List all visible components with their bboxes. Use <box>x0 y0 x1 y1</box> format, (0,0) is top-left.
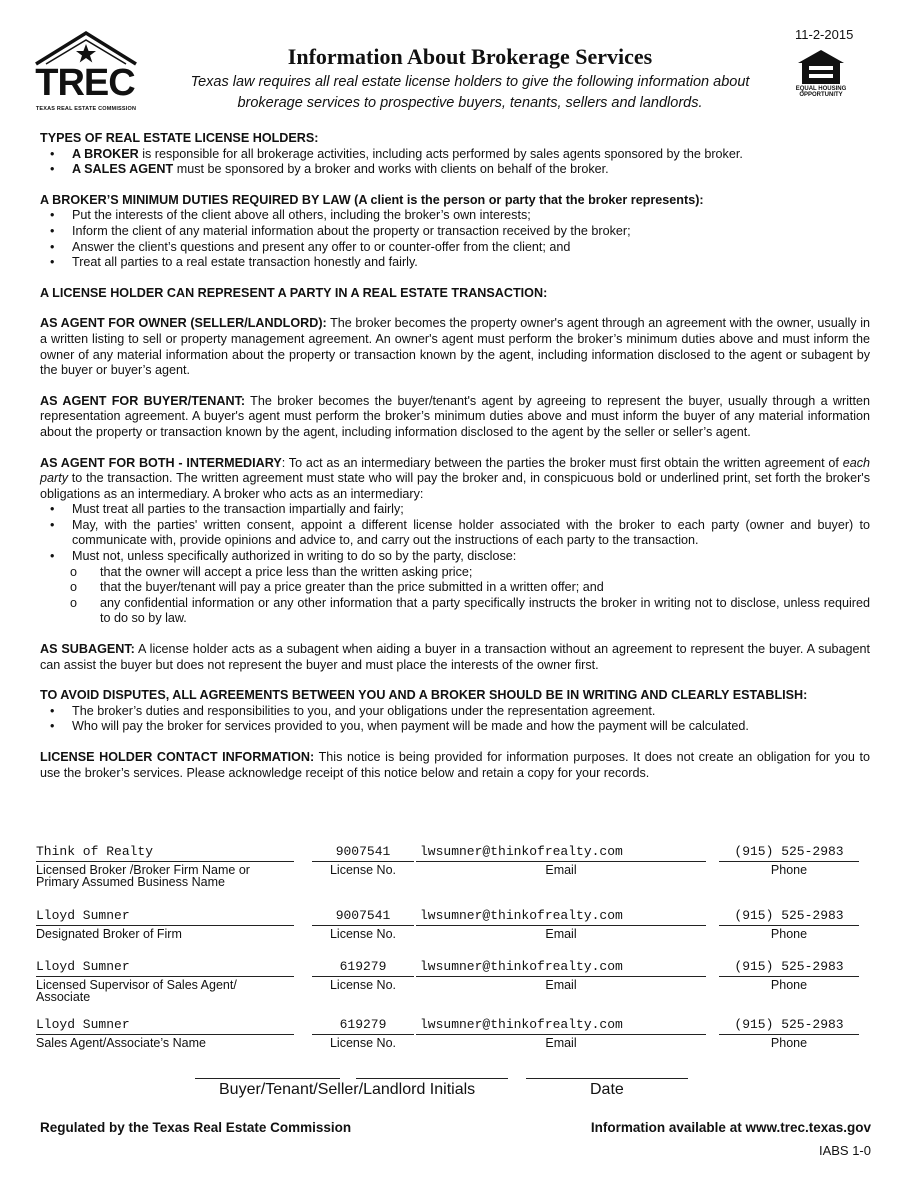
date-label: Date <box>590 1081 624 1098</box>
phone-field[interactable]: (915) 525-2983 <box>734 1017 844 1032</box>
disputes-heading: TO AVOID DISPUTES, ALL AGREEMENTS BETWEEN YOU AND A BROKER SHOULD BE IN WRITING AND CLEARLY ESTABLISH: <box>40 688 808 703</box>
email-field[interactable]: lwsumner@thinkofrealty.com <box>420 908 623 923</box>
license-label: License No. <box>329 863 396 877</box>
list-item: • Treat all parties to a real estate transaction honestly and fairly. <box>72 255 870 271</box>
email-field[interactable]: lwsumner@thinkofrealty.com <box>420 844 623 859</box>
form-date: 11-2-2015 <box>795 27 854 42</box>
list-item: • The broker’s duties and responsibilities to you, and your obligations under the representation agreement. <box>72 704 870 720</box>
license-number-field[interactable]: 9007541 <box>335 844 391 859</box>
types-list <box>40 147 870 178</box>
email-label: Email <box>545 927 577 941</box>
subagent-paragraph: AS SUBAGENT: A license holder acts as a subagent when aiding a buyer in a transaction without an agreement to represent the buyer. A subagent can assist the buyer but does not represent the buyer and must place the interests of the owner first. <box>40 642 870 672</box>
list-item: • Must not, unless specifically authorized in writing to do so by the party, disclose: <box>72 549 870 565</box>
footer-regulated: Regulated by the Texas Real Estate Commission <box>40 1120 352 1135</box>
list-item: o that the buyer/tenant will pay a price greater than the price submitted in a written offer; and <box>100 580 870 596</box>
list-item: • May, with the parties' written consent, appoint a different license holder associated with the broker to each party (owner and buyer) to communicate with, provide opinions and advice to, and carry out the instructions of each party to the transaction. <box>72 518 870 549</box>
phone-field[interactable]: (915) 525-2983 <box>734 959 844 974</box>
email-label: Email <box>545 863 577 877</box>
page-title: Information About Brokerage Services <box>287 44 653 69</box>
trec-logo <box>32 28 140 116</box>
contact-row-sales-agent <box>36 1017 866 1077</box>
initials-label: Buyer/Tenant/Seller/Landlord Initials <box>219 1081 476 1098</box>
equal-housing-icon <box>792 48 850 86</box>
buyer-initials-line[interactable] <box>195 1078 340 1079</box>
supervisor-label: Licensed Supervisor of Sales Agent/ Associate <box>36 978 237 1004</box>
sales-agent-name-label: Sales Agent/Associate’s Name <box>36 1036 207 1050</box>
list-item: • A BROKER is responsible for all brokerage activities, including acts performed by sales agents sponsored by the broker. <box>72 147 870 163</box>
supervisor-field[interactable]: Lloyd Sumner <box>36 959 130 974</box>
owner-paragraph: AS AGENT FOR OWNER (SELLER/LANDLORD): The broker becomes the property owner's agent through an agreement with the owner, usually in a written listing to sell or property management agreement. An owner's agent must perform the broker’s minimum duties above and must inform the owner of any material information about the property or transaction known by the agent, including information disclosed to the agent or subagent by the buyer or buyer’s agent. <box>40 316 870 378</box>
license-number-field[interactable]: 619279 <box>339 1017 387 1032</box>
phone-label: Phone <box>770 863 808 877</box>
intermediary-paragraph: AS AGENT FOR BOTH - INTERMEDIARY: To act as an intermediary between the parties the broker must first obtain the written agreement of each party to the transaction. The written agreement must state who will pay the broker and, in conspicuous bold or underlined print, set forth the broker's obligations as an intermediary. A broker who acts as an intermediary: <box>40 455 870 501</box>
phone-label: Phone <box>770 1036 808 1050</box>
list-item: • A SALES AGENT must be sponsored by a broker and works with clients on behalf of the broker. <box>72 162 870 178</box>
form-id: IABS 1-0 <box>818 1143 871 1158</box>
list-item: • Who will pay the broker for services provided to you, when payment will be made and how the payment will be calculated. <box>72 719 870 735</box>
designated-broker-field[interactable]: Lloyd Sumner <box>36 908 130 923</box>
contact-info-paragraph: LICENSE HOLDER CONTACT INFORMATION: This notice is being provided for information purposes. It does not create an obligation for you to use the broker’s services. Please acknowledge receipt of this notice below and retain a copy for your records. <box>40 750 871 780</box>
list-item: • Inform the client of any material information about the property or transaction received by the broker; <box>72 224 870 240</box>
phone-label: Phone <box>770 978 808 992</box>
logo-wordmark: TREC <box>35 62 135 104</box>
list-item: • Put the interests of the client above all others, including the broker’s own interests; <box>72 208 870 224</box>
phone-label: Phone <box>770 927 808 941</box>
list-item: o that the owner will accept a price less than the written asking price; <box>100 565 870 581</box>
list-item: • Must treat all parties to the transaction impartially and fairly; <box>72 502 870 518</box>
contact-row-supervisor <box>36 959 866 1019</box>
email-field[interactable]: lwsumner@thinkofrealty.com <box>420 1017 623 1032</box>
seller-initials-line[interactable] <box>356 1078 508 1079</box>
document-body <box>40 131 870 781</box>
footer-website: Information available at www.trec.texas.gov <box>590 1120 871 1135</box>
license-label: License No. <box>329 1036 396 1050</box>
email-field[interactable]: lwsumner@thinkofrealty.com <box>420 959 623 974</box>
license-label: License No. <box>329 927 396 941</box>
disputes-list <box>40 704 870 735</box>
contact-row-broker <box>36 844 866 904</box>
license-number-field[interactable]: 9007541 <box>335 908 391 923</box>
email-label: Email <box>545 978 577 992</box>
duties-list <box>40 208 870 270</box>
disclose-list <box>40 565 870 627</box>
license-number-field[interactable]: 619279 <box>339 959 387 974</box>
equal-housing-text: EQUAL HOUSING OPPORTUNITY <box>795 86 847 98</box>
represent-heading: A LICENSE HOLDER CAN REPRESENT A PARTY IN A REAL ESTATE TRANSACTION: <box>40 285 548 300</box>
types-heading: TYPES OF REAL ESTATE LICENSE HOLDERS: <box>40 131 319 145</box>
phone-field[interactable]: (915) 525-2983 <box>734 908 844 923</box>
list-item: • Answer the client’s questions and present any offer to or counter-offer from the client; and <box>72 240 870 256</box>
date-line[interactable] <box>526 1078 688 1079</box>
email-label: Email <box>545 1036 577 1050</box>
list-item: o any confidential information or any other information that a party specifically instructs the broker in writing not to disclose, unless required to do so by law. <box>100 596 870 627</box>
duties-heading: A BROKER’S MINIMUM DUTIES REQUIRED BY LAW (A client is the person or party that the broker represents): <box>40 192 704 207</box>
broker-firm-name-label: Licensed Broker /Broker Firm Name or Primary Assumed Business Name <box>36 863 250 889</box>
phone-field[interactable]: (915) 525-2983 <box>734 844 844 859</box>
logo-subtext: TEXAS REAL ESTATE COMMISSION <box>35 106 137 112</box>
sales-agent-name-field[interactable]: Lloyd Sumner <box>36 1017 130 1032</box>
broker-firm-name-field[interactable]: Think of Realty <box>36 844 154 859</box>
buyer-paragraph: AS AGENT FOR BUYER/TENANT: The broker becomes the buyer/tenant's agent by agreeing to represent the buyer, usually through a written representation agreement. A buyer's agent must perform the broker’s minimum duties above and must inform the buyer of any material information about the property or transaction known by the agent, including information disclosed to the agent by the seller or seller’s agent. <box>40 393 871 439</box>
page-subtitle: Texas law requires all real estate license holders to give the following information about brokerage services to prospective buyers, tenants, sellers and landlords. <box>190 74 750 111</box>
license-label: License No. <box>329 978 396 992</box>
equal-housing-logo <box>792 48 850 100</box>
intermediary-list <box>40 502 870 564</box>
designated-broker-label: Designated Broker of Firm <box>36 927 182 941</box>
